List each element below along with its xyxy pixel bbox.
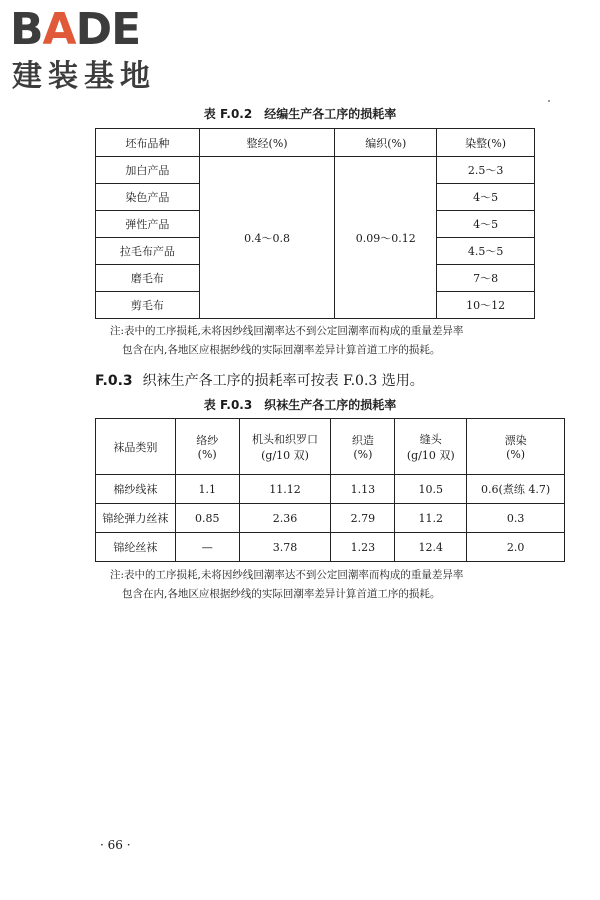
table2-header-cell: 络纱 (%) (175, 419, 239, 475)
dyeing-loss-cell: 10～12 (437, 292, 535, 319)
fabric-type-cell: 拉毛布产品 (96, 238, 200, 265)
warping-loss-cell: 0.4～0.8 (199, 157, 335, 319)
table2-cell: 锦纶丝袜 (96, 533, 176, 562)
table1-header-row (96, 129, 535, 157)
fabric-type-cell: 染色产品 (96, 184, 200, 211)
table2-note-line: 注:表中的工序损耗,未将因纱线回潮率达不到公定回潮率而构成的重量差异率 (110, 569, 464, 581)
logo-chinese-name: 建装基地 (12, 59, 156, 94)
table-row (96, 504, 565, 533)
table-row (96, 533, 565, 562)
table2-cell: 棉纱线袜 (96, 475, 176, 504)
dyeing-loss-cell: 4.5～5 (437, 238, 535, 265)
table1-caption: 表 F.0.2 经编生产各工序的损耗率 (203, 107, 397, 121)
fabric-type-cell: 磨毛布 (96, 265, 200, 292)
table1-header-cell: 坯布品种 (96, 129, 200, 157)
table2-header-cell: 漂染 (%) (467, 419, 565, 475)
table1 (95, 128, 535, 319)
dyeing-loss-cell: 7～8 (437, 265, 535, 292)
table2-cell: 0.3 (467, 504, 565, 533)
dyeing-loss-cell: 4～5 (437, 211, 535, 238)
table2-note (110, 566, 463, 604)
table1-note (110, 322, 463, 360)
table2-cell: 2.79 (331, 504, 395, 533)
table2-cell: 3.78 (239, 533, 331, 562)
table2-cell: 11.2 (395, 504, 467, 533)
margin-dot (548, 100, 550, 102)
table2-cell: 锦纶弹力丝袜 (96, 504, 176, 533)
table-row (96, 157, 535, 184)
table1-header-cell: 编织(%) (335, 129, 437, 157)
table2-cell: 0.85 (175, 504, 239, 533)
table-row (96, 475, 565, 504)
logo (10, 6, 180, 96)
table2-cell: 11.12 (239, 475, 331, 504)
table1-note-line: 注:表中的工序损耗,未将因纱线回潮率达不到公定回潮率而构成的重量差异率 (110, 325, 464, 337)
logo-wordmark: BADE (10, 4, 141, 55)
table1-note-line: 包含在内,各地区应根据纱线的实际回潮率差异计算首道工序的损耗。 (122, 344, 441, 356)
table2-cell: 0.6(煮练 4.7) (467, 475, 565, 504)
table2-cell: — (175, 533, 239, 562)
fabric-type-cell: 弹性产品 (96, 211, 200, 238)
table2-cell: 2.0 (467, 533, 565, 562)
table2-header-row (96, 419, 565, 475)
table2-cell: 12.4 (395, 533, 467, 562)
table2-cell: 1.13 (331, 475, 395, 504)
table2-header-cell: 机头和织罗口 (g/10 双) (239, 419, 331, 475)
section-number: F.0.3 (95, 373, 133, 389)
table2-note-line: 包含在内,各地区应根据纱线的实际回潮率差异计算首道工序的损耗。 (122, 588, 441, 600)
table2-cell: 10.5 (395, 475, 467, 504)
table1-header-cell: 染整(%) (437, 129, 535, 157)
section-heading (95, 370, 424, 390)
page-number: · 66 · (100, 838, 131, 852)
table2-header-cell: 织造 (%) (331, 419, 395, 475)
fabric-type-cell: 剪毛布 (96, 292, 200, 319)
table2-header-cell: 袜品类别 (96, 419, 176, 475)
table2-header-cell: 缝头 (g/10 双) (395, 419, 467, 475)
table2-caption: 表 F.0.3 织袜生产各工序的损耗率 (203, 398, 397, 412)
knitting-loss-cell: 0.09～0.12 (335, 157, 437, 319)
dyeing-loss-cell: 2.5～3 (437, 157, 535, 184)
section-text: 织袜生产各工序的损耗率可按表 F.0.3 选用。 (142, 373, 424, 389)
table1-header-cell: 整经(%) (199, 129, 335, 157)
fabric-type-cell: 加白产品 (96, 157, 200, 184)
table2-cell: 2.36 (239, 504, 331, 533)
table2 (95, 418, 565, 562)
dyeing-loss-cell: 4～5 (437, 184, 535, 211)
table2-cell: 1.1 (175, 475, 239, 504)
table2-cell: 1.23 (331, 533, 395, 562)
